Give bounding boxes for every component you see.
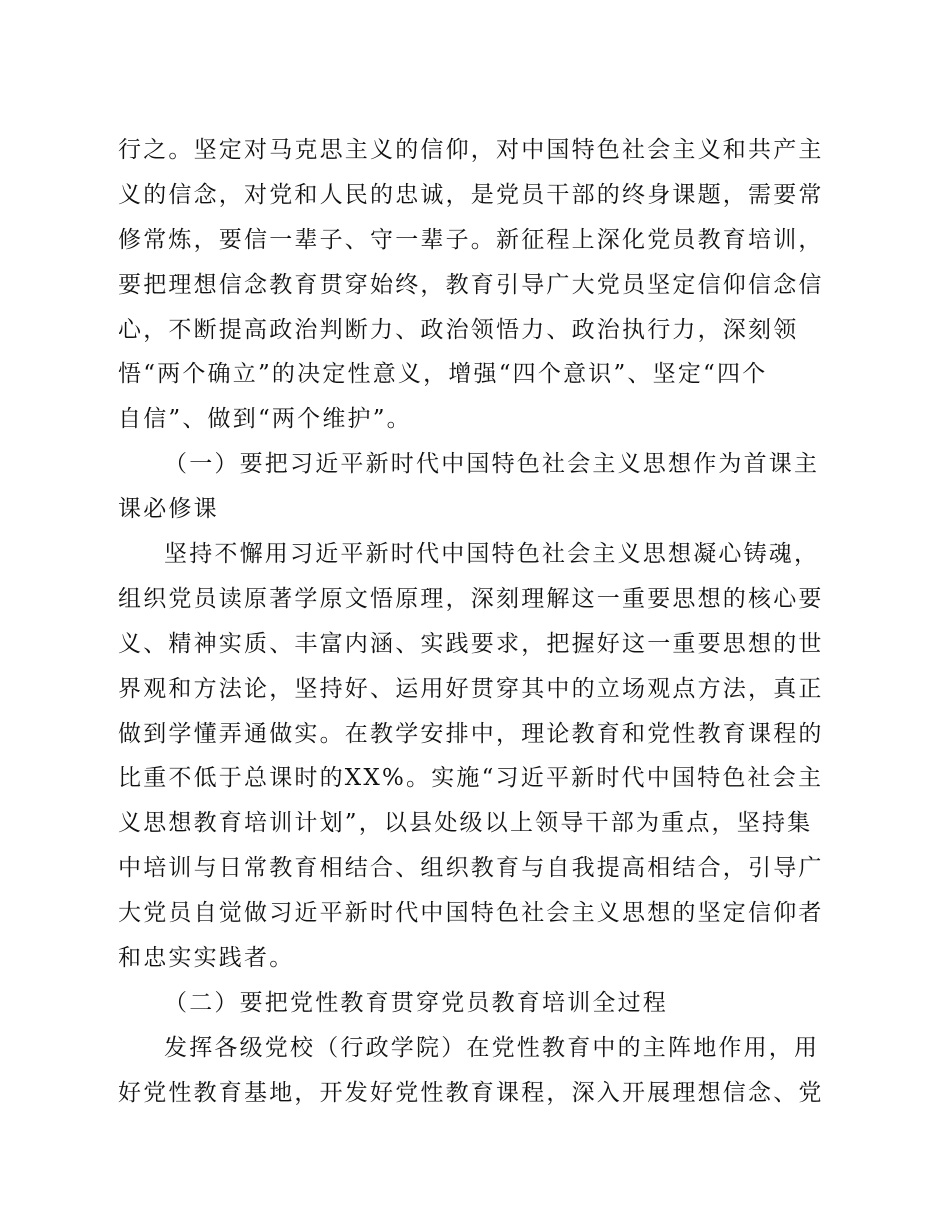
text-line: 义思想教育培训计划”，以县处级以上领导干部为重点，坚持集: [118, 810, 813, 837]
document-body: [118, 128, 834, 1116]
text-line: 界观和方法论，坚持好、运用好贯穿其中的立场观点方法，真正: [118, 675, 824, 702]
body-paragraph: [118, 532, 834, 981]
section-heading-2: [118, 981, 834, 1026]
text-line: 坚持不懈用习近平新时代中国特色社会主义思想凝心铸魂，: [164, 541, 820, 568]
text-line: 做到学懂弄通做实。在教学安排中，理论教育和党性教育课程的: [118, 720, 824, 747]
body-paragraph: [118, 1026, 834, 1116]
text-line: 组织党员读原著学原文悟原理，深刻理解这一重要思想的核心要: [118, 585, 824, 612]
text-line: 自信”、做到“两个维护”。: [118, 406, 412, 433]
section-heading-1: [118, 442, 834, 532]
text-line: 义、精神实质、丰富内涵、实践要求，把握好这一重要思想的世: [118, 630, 824, 657]
text-line: 大党员自觉做习近平新时代中国特色社会主义思想的坚定信仰者: [118, 900, 824, 927]
text-line: 悟“两个确立”的决定性意义，增强“四个意识”、坚定“四个: [118, 361, 768, 388]
text-line: 心，不断提高政治判断力、政治领悟力、政治执行力，深刻领: [118, 316, 799, 343]
heading-line: （二）要把党性教育贯穿党员教育培训全过程: [164, 989, 668, 1016]
heading-line: 课必修课: [118, 496, 219, 523]
heading-line: （一）要把习近平新时代中国特色社会主义思想作为首课主: [164, 451, 820, 478]
text-line: 中培训与日常教育相结合、组织教育与自我提高相结合，引导广: [118, 855, 824, 882]
text-line: 好党性教育基地，开发好党性教育课程，深入开展理想信念、党: [118, 1079, 824, 1106]
text-line: 修常炼，要信一辈子、守一辈子。新征程上深化党员教育培训，: [118, 226, 824, 253]
text-line: 比重不低于总课时的XX%。实施“习近平新时代中国特色社会主: [118, 765, 824, 792]
text-line: 行之。坚定对马克思主义的信仰，对中国特色社会主义和共产主: [118, 137, 824, 163]
text-line: 发挥各级党校（行政学院）在党性教育中的主阵地作用，用: [164, 1034, 820, 1061]
text-line: 和忠实实践者。: [118, 945, 295, 972]
body-paragraph: [118, 128, 834, 442]
text-line: 要把理想信念教育贯穿始终，教育引导广大党员坚定信仰信念信: [118, 271, 824, 298]
text-line: 义的信念，对党和人民的忠诚，是党员干部的终身课题，需要常: [118, 181, 824, 208]
